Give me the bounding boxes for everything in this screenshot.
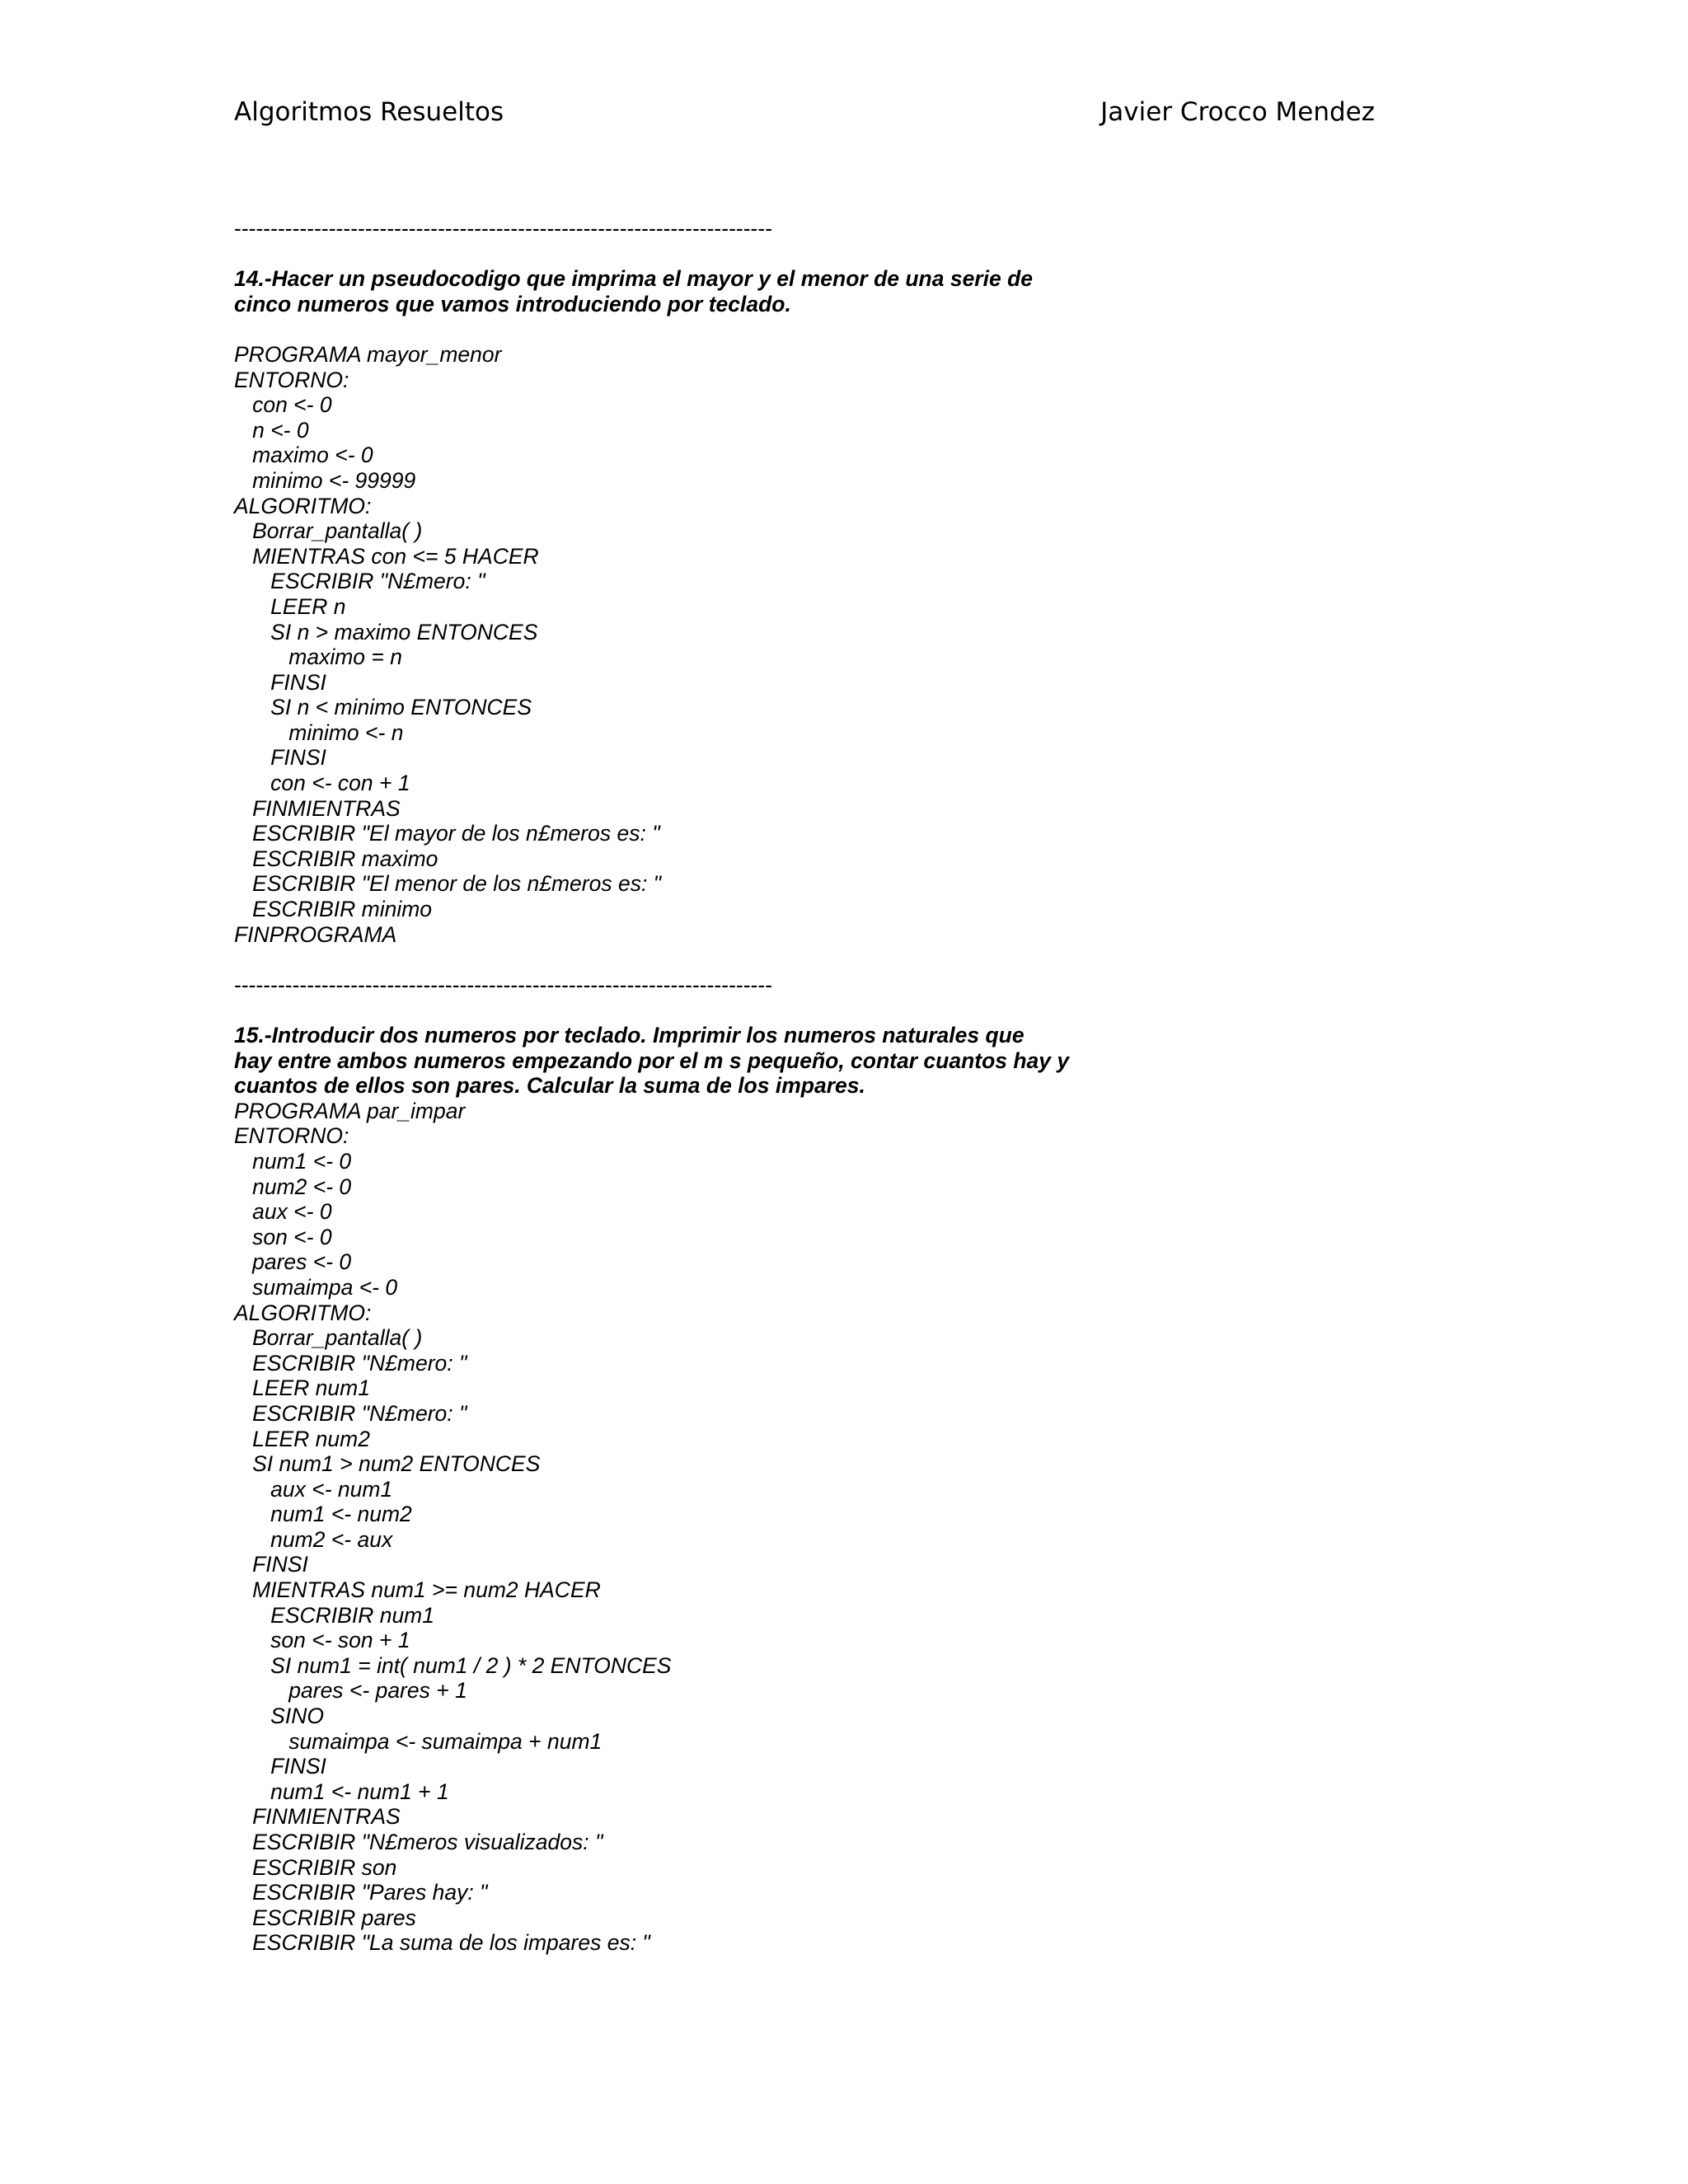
code-line: PROGRAMA par_impar: [234, 1098, 466, 1123]
code-line: LEER num1: [234, 1376, 370, 1401]
code-line: maximo <- 0: [234, 443, 373, 468]
code-line: FINSI: [234, 1552, 308, 1577]
code-line: son <- son + 1: [234, 1628, 410, 1653]
code-line: SI n > maximo ENTONCES: [234, 619, 538, 644]
code-line: num2 <- 0: [234, 1174, 352, 1199]
code-line: ALGORITMO:: [234, 493, 372, 518]
code-line: minimo <- n: [234, 719, 404, 745]
code-line: ALGORITMO:: [234, 1300, 372, 1325]
code-line: FINMIENTRAS: [234, 795, 401, 821]
code-line: ENTORNO:: [234, 1123, 349, 1149]
code-line: ESCRIBIR "N£mero: ": [234, 1400, 467, 1426]
code-line: ENTORNO:: [234, 367, 349, 392]
code-line: SINO: [234, 1704, 324, 1729]
document-body: [234, 216, 1388, 1956]
code-line: sumaimpa <- 0: [234, 1274, 398, 1300]
code-line: MIENTRAS con <= 5 HACER: [234, 543, 539, 569]
blank-line: [234, 316, 1388, 342]
code-line: SI n < minimo ENTONCES: [234, 695, 532, 720]
code-line: FINMIENTRAS: [234, 1804, 401, 1830]
exercise-statement-line: cuantos de ellos son pares. Calcular la suma de los impares.: [234, 1073, 865, 1099]
exercise-statement-line: 14.-Hacer un pseudocodigo que imprima el mayor y el menor de una serie de: [234, 266, 1034, 292]
code-line: ESCRIBIR "N£meros visualizados: ": [234, 1830, 603, 1854]
code-line: Borrar_pantalla( ): [234, 518, 423, 544]
code-line: LEER num2: [234, 1426, 370, 1451]
code-line: ESCRIBIR son: [234, 1854, 397, 1880]
exercise-statement-line: hay entre ambos numeros empezando por el m s pequeño, contar cuantos hay y: [234, 1047, 1070, 1073]
document-title: Algoritmos Resueltos: [234, 97, 504, 127]
code-line: num1 <- 0: [234, 1148, 352, 1174]
code-line: SI num1 > num2 ENTONCES: [234, 1451, 541, 1477]
code-line: aux <- 0: [234, 1199, 332, 1225]
blank-line: [234, 241, 1388, 267]
code-line: ESCRIBIR "La suma de los impares es: ": [234, 1930, 650, 1956]
code-line: maximo = n: [234, 644, 402, 670]
document-author: Javier Crocco Mendez: [1100, 97, 1375, 127]
code-line: pares <- pares + 1: [234, 1678, 467, 1704]
code-line: pares <- 0: [234, 1249, 352, 1275]
code-line: FINSI: [234, 669, 326, 695]
blank-line: [234, 997, 1388, 1023]
code-line: ESCRIBIR minimo: [234, 897, 433, 922]
code-line: aux <- num1: [234, 1476, 393, 1502]
page-header: [234, 96, 1375, 132]
code-line: ESCRIBIR "El menor de los n£meros es: ": [234, 871, 662, 897]
code-line: ESCRIBIR num1: [234, 1602, 434, 1628]
code-line: ESCRIBIR "Pares hay: ": [234, 1880, 488, 1905]
code-line: Borrar_pantalla( ): [234, 1325, 423, 1351]
separator-line: --------------------------------------------------------------------------: [234, 216, 773, 241]
code-line: num1 <- num1 + 1: [234, 1779, 449, 1804]
code-line: MIENTRAS num1 >= num2 HACER: [234, 1577, 601, 1603]
code-line: con <- 0: [234, 392, 332, 418]
code-line: ESCRIBIR pares: [234, 1905, 416, 1930]
code-line: con <- con + 1: [234, 771, 410, 796]
code-line: ESCRIBIR maximo: [234, 846, 438, 871]
code-line: son <- 0: [234, 1224, 332, 1249]
code-line: ESCRIBIR "El mayor de los n£meros es: ": [234, 821, 660, 846]
code-line: SI num1 = int( num1 / 2 ) * 2 ENTONCES: [234, 1652, 672, 1678]
code-line: num2 <- aux: [234, 1526, 393, 1552]
code-line: PROGRAMA mayor_menor: [234, 341, 502, 367]
code-line: minimo <- 99999: [234, 467, 416, 493]
blank-line: [234, 947, 1388, 972]
code-line: num1 <- num2: [234, 1502, 412, 1527]
code-line: LEER n: [234, 593, 346, 619]
code-line: n <- 0: [234, 417, 309, 443]
exercise-statement-line: cinco numeros que vamos introduciendo por teclado.: [234, 291, 791, 316]
code-line: FINSI: [234, 1754, 326, 1779]
code-line: ESCRIBIR "N£mero: ": [234, 569, 485, 594]
exercise-statement-line: 15.-Introducir dos numeros por teclado. Imprimir los numeros naturales que: [234, 1023, 1025, 1047]
code-line: sumaimpa <- sumaimpa + num1: [234, 1728, 603, 1754]
code-line: FINPROGRAMA: [234, 921, 397, 947]
code-line: FINSI: [234, 745, 326, 771]
code-line: ESCRIBIR "N£mero: ": [234, 1350, 467, 1376]
separator-line: --------------------------------------------------------------------------: [234, 972, 773, 997]
